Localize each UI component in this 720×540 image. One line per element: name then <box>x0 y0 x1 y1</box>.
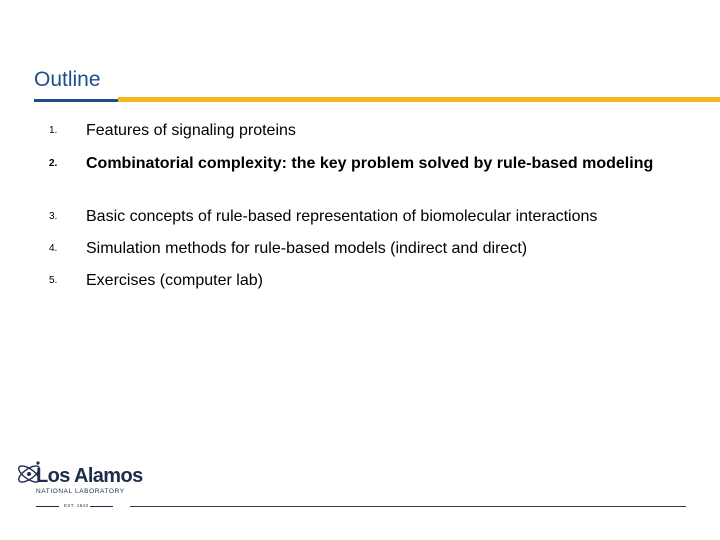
los-alamos-logo <box>14 454 143 516</box>
logo-rule-left <box>36 506 59 507</box>
outline-item-text: Simulation methods for rule-based models (indirect and direct) <box>86 240 528 257</box>
logo-established: EST. 1943 <box>64 503 89 508</box>
outline-item-text: Features of signaling proteins <box>86 122 296 139</box>
outline-item-text: Combinatorial complexity: the key problem solved by rule-based modeling <box>86 155 654 172</box>
logo-rule-right <box>90 506 113 507</box>
footer-divider <box>130 506 686 507</box>
title-underline-blue <box>34 99 118 102</box>
outline-item-text: Basic concepts of rule-based representation of biomolecular interactions <box>86 208 598 225</box>
outline-item-number: 2. <box>49 158 58 169</box>
outline-item-number: 3. <box>49 211 58 222</box>
outline-item-number: 5. <box>49 275 58 286</box>
logo-wordmark: Los Alamos <box>36 465 143 487</box>
slide-title: Outline <box>34 68 101 91</box>
outline-item-number: 1. <box>49 125 58 136</box>
outline-item-number: 4. <box>49 243 58 254</box>
logo-subtitle: NATIONAL LABORATORY <box>36 488 125 495</box>
outline-item-text: Exercises (computer lab) <box>86 272 263 289</box>
title-underline-gold <box>118 97 720 102</box>
